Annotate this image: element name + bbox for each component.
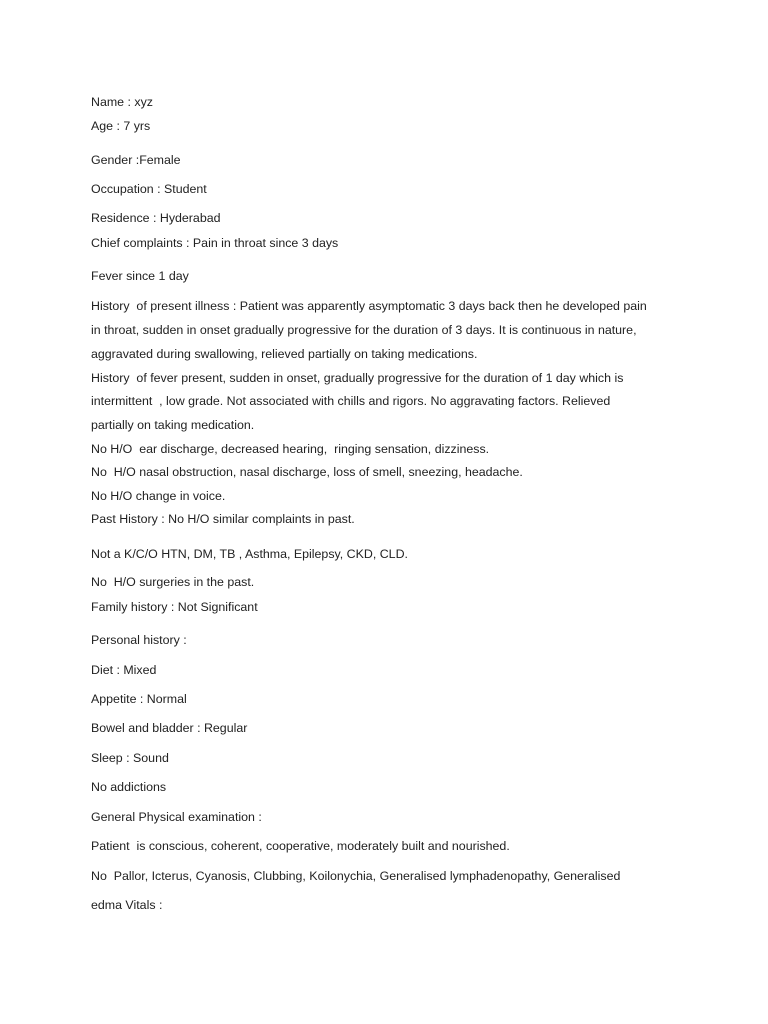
general-exam-line: edma Vitals :: [91, 898, 163, 912]
personal-history-addictions: No addictions: [91, 780, 167, 794]
past-history-line: No H/O surgeries in the past.: [91, 575, 255, 589]
patient-residence: Residence : Hyderabad: [91, 211, 221, 225]
general-exam-line: Patient is conscious, coherent, cooperative, moderately built and nourished.: [91, 839, 510, 853]
hopi-line: intermittent , low grade. Not associated with chills and rigors. No aggravating factors. Relieved: [91, 394, 611, 408]
chief-complaint-fever: Fever since 1 day: [91, 269, 189, 283]
patient-age: Age : 7 yrs: [91, 119, 151, 133]
past-history-line: Not a K/C/O HTN, DM, TB , Asthma, Epilepsy, CKD, CLD.: [91, 547, 408, 561]
personal-history-bowel: Bowel and bladder : Regular: [91, 721, 248, 735]
hopi-line: No H/O nasal obstruction, nasal discharge, loss of smell, sneezing, headache.: [91, 465, 523, 479]
patient-name: Name : xyz: [91, 95, 153, 109]
hopi-line: partially on taking medication.: [91, 418, 255, 432]
general-exam-line: No Pallor, Icterus, Cyanosis, Clubbing, Koilonychia, Generalised lymphadenopathy, Generalised: [91, 869, 621, 883]
hopi-line: History of fever present, sudden in onset, gradually progressive for the duration of 1 day which is: [91, 371, 624, 385]
personal-history-heading: Personal history :: [91, 633, 187, 647]
personal-history-sleep: Sleep : Sound: [91, 751, 169, 765]
hopi-line: History of present illness : Patient was apparently asymptomatic 3 days back then he developed pain: [91, 299, 647, 313]
chief-complaints: Chief complaints : Pain in throat since 3 days: [91, 236, 339, 250]
hopi-line: aggravated during swallowing, relieved partially on taking medications.: [91, 347, 478, 361]
personal-history-appetite: Appetite : Normal: [91, 692, 187, 706]
patient-gender: Gender :Female: [91, 153, 181, 167]
personal-history-diet: Diet : Mixed: [91, 663, 157, 677]
hopi-line: in throat, sudden in onset gradually progressive for the duration of 3 days. It is continuous in nature,: [91, 323, 637, 337]
hopi-line: No H/O ear discharge, decreased hearing, ringing sensation, dizziness.: [91, 442, 490, 456]
patient-occupation: Occupation : Student: [91, 182, 207, 196]
general-exam-heading: General Physical examination :: [91, 810, 262, 824]
past-history: Past History : No H/O similar complaints in past.: [91, 512, 355, 526]
hopi-line: No H/O change in voice.: [91, 489, 226, 503]
family-history: Family history : Not Significant: [91, 600, 258, 614]
